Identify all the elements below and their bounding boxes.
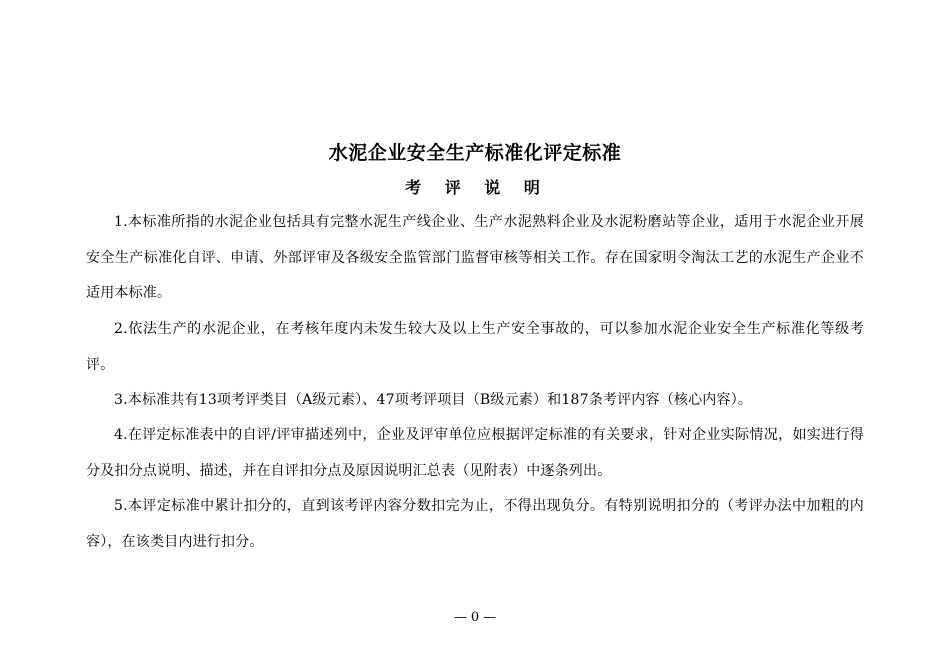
paragraph-3: 3.本标准共有13项考评类目（A级元素）、47项考评项目（B级元素）和187条考评内容（核心内容）。 (114, 392, 753, 408)
paragraph-2: 2.依法生产的水泥企业，在考核年度内未发生较大及以上生产安全事故的，可以参加水泥企业安全生产标准化等级考评。 (86, 321, 864, 373)
paragraph-1: 1.本标准所指的水泥企业包括具有完整水泥生产线企业、生产水泥熟料企业及水泥粉磨站等企业，适用于水泥企业开展安全生产标准化自评、申请、外部评审及各级安全监管部门监督审核等相关工作。存在国家明令淘汰工艺的水泥生产企业不适用本标准。 (86, 214, 864, 301)
page-number: 0 (470, 610, 480, 625)
paragraph-5: 5.本评定标准中累计扣分的，直到该考评内容分数扣完为止，不得出现负分。有特别说明扣分的（考评办法中加粗的内容），在该类目内进行扣分。 (86, 498, 864, 550)
footer-dash-right: — (483, 610, 497, 625)
document-title: 水泥企业安全生产标准化评定标准 (328, 142, 622, 164)
section-subtitle: 考 评 说 明 (405, 178, 549, 197)
footer-dash-left: — (453, 610, 467, 625)
paragraph-4: 4.在评定标准表中的自评/评审描述列中，企业及评审单位应根据评定标准的有关要求，针对企业实际情况，如实进行得分及扣分点说明、描述，并在自评扣分点及原因说明汇总表（见附表）中逐条列出。 (86, 427, 864, 479)
page-footer (0, 608, 950, 628)
